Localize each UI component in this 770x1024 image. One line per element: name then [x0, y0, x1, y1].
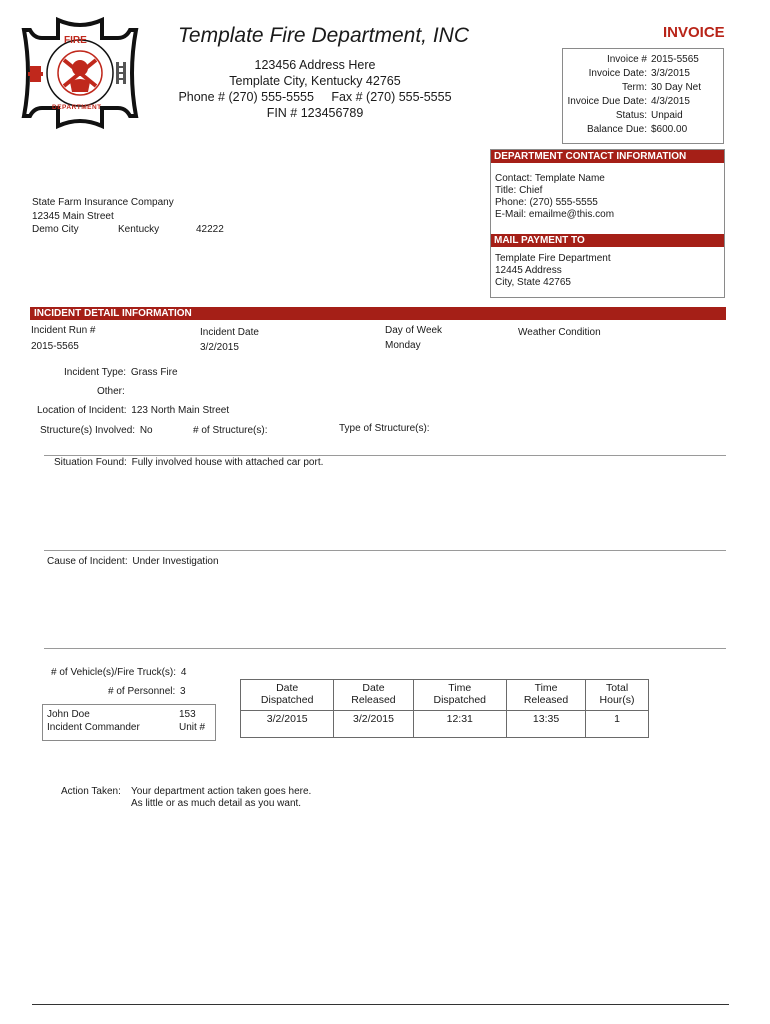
company-fin: FIN # 123456789	[266, 106, 364, 120]
weather-label: Weather Condition	[518, 327, 601, 338]
mail-address: 12445 Address	[495, 265, 562, 276]
value-time-released: 13:35	[506, 711, 585, 738]
header-date-dispatched: Date Dispatched	[241, 680, 334, 711]
commander-name: John Doe	[47, 709, 90, 720]
bill-to-state: Kentucky	[118, 224, 160, 235]
contact-name: Contact: Template Name	[495, 173, 605, 184]
day-of-week: Monday	[385, 340, 421, 351]
invoice-title: INVOICE	[663, 24, 725, 41]
header-date-released: Date Released	[334, 680, 413, 711]
structure-type-label: Type of Structure(s):	[339, 423, 430, 434]
location-value: 123 North Main Street	[131, 405, 230, 416]
situation-row	[54, 457, 323, 468]
invoice-number-row: Invoice # 2015-5565	[563, 53, 723, 67]
divider-cause	[44, 550, 726, 551]
company-address-block	[170, 57, 460, 121]
structures-row	[40, 425, 153, 436]
unit-number: 153	[179, 709, 196, 720]
contact-mail-box	[490, 149, 725, 298]
invoice-date-row: Invoice Date: 3/3/2015	[563, 67, 723, 81]
incident-type: Grass Fire	[130, 367, 178, 378]
personnel-value: 3	[180, 686, 186, 697]
footer-divider	[32, 1004, 729, 1005]
bill-to-city: Demo City	[32, 224, 79, 235]
invoice-status: Unpaid	[651, 110, 683, 121]
time-table	[240, 679, 649, 738]
header-time-released: Time Released	[506, 680, 585, 711]
location-label: Location of Incident:	[37, 405, 127, 416]
bill-to-block	[32, 196, 174, 224]
contact-email: E-Mail: emailme@this.com	[495, 209, 615, 220]
contact-title: Title: Chief	[495, 185, 543, 196]
incident-heading: INCIDENT DETAIL INFORMATION	[30, 307, 726, 320]
divider-situation	[44, 455, 726, 456]
action-label: Action Taken:	[61, 786, 121, 797]
bill-to-street: 12345 Main Street	[32, 211, 114, 222]
action-line-2: As little or as much detail as you want.	[131, 798, 302, 809]
action-line-1: Your department action taken goes here.	[131, 786, 312, 797]
fire-department-logo	[20, 16, 140, 131]
mail-details	[495, 253, 611, 289]
unit-label: Unit #	[179, 722, 206, 733]
invoice-balance: $600.00	[651, 124, 688, 135]
mail-name: Template Fire Department	[495, 253, 611, 264]
logo-bottom-text: DEPARTMENT	[52, 104, 102, 111]
divider-vehicles	[44, 648, 726, 649]
contact-phone: Phone: (270) 555-5555	[495, 197, 598, 208]
mail-heading: MAIL PAYMENT TO	[491, 234, 724, 247]
bill-to-zip: 42222	[196, 224, 224, 235]
commander-title: Incident Commander	[47, 722, 140, 733]
vehicles-value: 4	[180, 667, 187, 678]
incident-run: 2015-5565	[31, 341, 79, 352]
cause-value: Under Investigation	[132, 556, 219, 567]
mail-city: City, State 42765	[495, 277, 571, 288]
value-date-released: 3/2/2015	[334, 711, 413, 738]
personnel-label: # of Personnel:	[108, 686, 176, 697]
invoice-balance-row: Balance Due: $600.00	[563, 123, 723, 137]
header-time-dispatched: Time Dispatched	[413, 680, 506, 711]
header-total-hours: Total Hour(s)	[586, 680, 649, 711]
personnel-row	[108, 686, 186, 697]
other-label: Other:	[97, 386, 125, 397]
time-table-header-row	[241, 680, 649, 711]
vehicles-label: # of Vehicle(s)/Fire Truck(s):	[51, 667, 177, 678]
invoice-date: 3/3/2015	[651, 68, 690, 79]
cause-row	[47, 556, 219, 567]
cause-label: Cause of Incident:	[47, 556, 128, 567]
incident-type-label: Incident Type:	[64, 367, 127, 378]
company-name: Template Fire Department, INC	[178, 24, 469, 47]
time-table-row	[241, 711, 649, 738]
company-phone-fax: Phone # (270) 555-5555 Fax # (270) 555-5555	[178, 90, 452, 104]
incident-date-label: Incident Date	[200, 327, 259, 338]
logo-top-text: FIRE	[64, 35, 87, 46]
incident-run-label: Incident Run #	[31, 325, 96, 336]
company-city: Template City, Kentucky 42765	[229, 74, 401, 88]
invoice-term: 30 Day Net	[651, 82, 702, 93]
situation-value: Fully involved house with attached car port.	[131, 457, 324, 468]
incident-type-row	[64, 367, 178, 378]
incident-date: 3/2/2015	[200, 342, 239, 353]
company-address: 123456 Address Here	[254, 58, 376, 72]
invoice-info-box	[562, 48, 724, 144]
commander-box	[42, 704, 216, 741]
invoice-term-row: Term: 30 Day Net	[563, 81, 723, 95]
structures-value: No	[139, 425, 153, 436]
invoice-number: 2015-5565	[651, 54, 699, 65]
maltese-cross-icon	[20, 16, 140, 131]
value-date-dispatched: 3/2/2015	[241, 711, 334, 738]
structures-label: Structure(s) Involved:	[40, 425, 136, 436]
invoice-due-date: 4/3/2015	[651, 96, 690, 107]
contact-heading: DEPARTMENT CONTACT INFORMATION	[491, 150, 724, 163]
vehicles-row	[51, 667, 186, 678]
value-time-dispatched: 12:31	[413, 711, 506, 738]
bill-to-name: State Farm Insurance Company	[32, 197, 174, 208]
contact-details	[491, 163, 724, 221]
invoice-due-row: Invoice Due Date: 4/3/2015	[563, 95, 723, 109]
location-row	[37, 405, 229, 416]
action-text	[131, 786, 311, 810]
situation-label: Situation Found:	[54, 457, 127, 468]
value-total-hours: 1	[586, 711, 649, 738]
num-structures-label: # of Structure(s):	[193, 425, 268, 436]
invoice-status-row: Status: Unpaid	[563, 109, 723, 123]
day-of-week-label: Day of Week	[385, 325, 443, 336]
